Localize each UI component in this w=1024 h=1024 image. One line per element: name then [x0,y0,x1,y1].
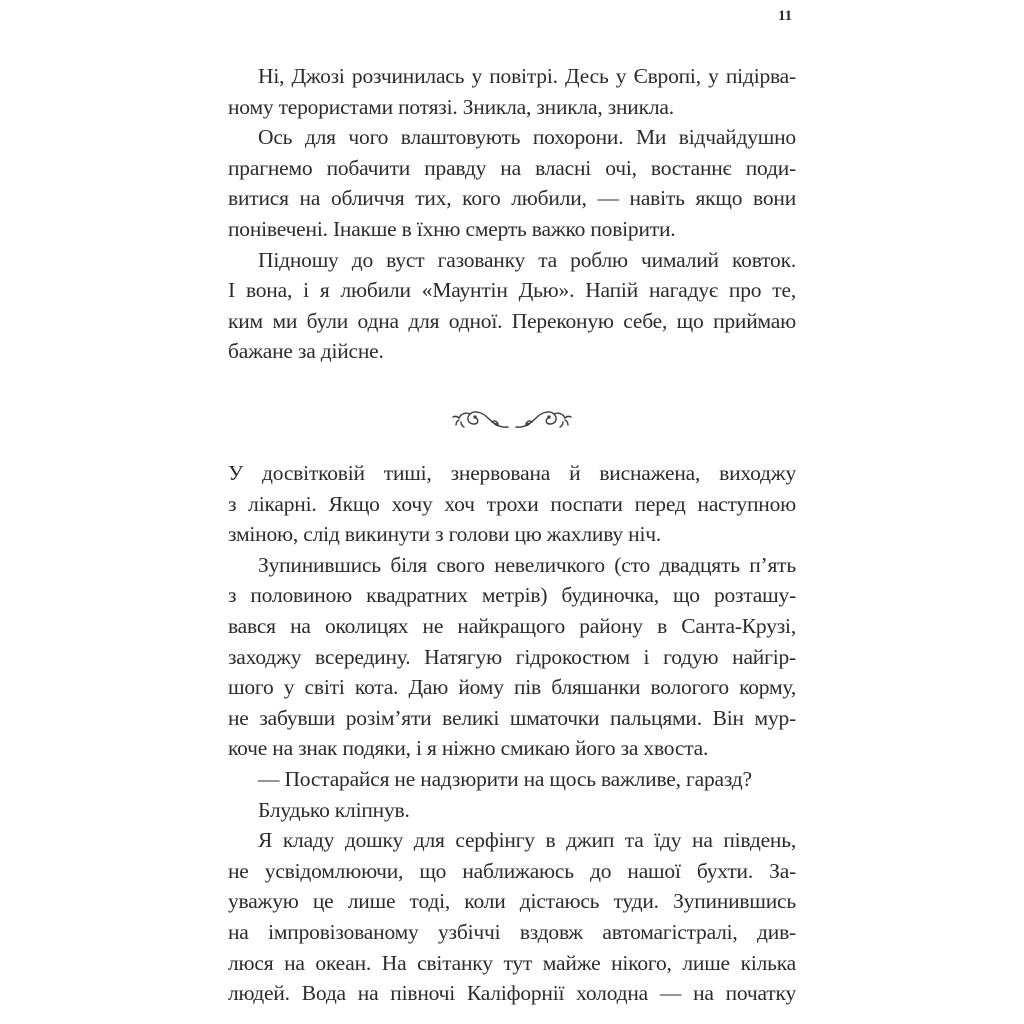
text-line: ному терористами потязі. Зникла, зникла, зникла. [228,94,674,119]
page-number: 11 [778,8,793,24]
text-line: понівечені. Інакше в їхню смерть важко повірити. [228,216,676,241]
text-line: не забувши розім’яти великі шматочки пальцями. Він мур- [228,705,796,730]
text-line: бажане за дійсне. [228,339,384,364]
text-line: з лікарні. Якщо хочу хоч трохи поспати перед наступною [228,491,796,516]
text-line: — Постарайся не надзюрити на щось важливе, гаразд? [258,766,752,791]
text-line: Ось для чого влаштовують похорони. Ми відчайдушно [258,125,796,150]
text-line: коче на знак подяки, і я ніжно смикаю його за хвоста. [228,736,709,761]
text-line: ким ми були одна для одної. Переконую себе, що приймаю [228,308,796,333]
text-line: І вона, і я любили «Маунтін Дью». Напій нагадує про те, [228,278,796,303]
text-line: Підношу до вуст газованку та роблю чималий ковток. [258,247,796,272]
text-line: не усвідомлюючи, що наближаюсь до нашої бухти. За- [228,858,796,883]
text-line: заходжу всередину. Натягую гідрокостюм і годую найгір- [228,644,796,669]
text-line: Блудько кліпнув. [258,797,410,822]
text-line: Ні, Джозі розчинилась у повітрі. Десь у Європі, у підірва- [258,64,796,88]
text-line: У досвітковій тиші, знервована й виснажена, виходжу [228,461,796,485]
text-line: витися на обличчя тих, кого любили, — навіть якщо вони [228,186,796,211]
text-section-1 [228,61,796,367]
text-line: Я кладу дошку для серфінгу в джип та їду на південь, [258,828,796,853]
text-line: прагнемо побачити правду на власні очі, востаннє поди- [228,155,796,180]
text-line: зміною, слід викинути з голови цю жахливу ніч. [228,522,661,547]
text-line: на імпровізованому узбіччі вздовж автомагістралі, див- [228,919,796,944]
floral-flourish-divider-icon [448,400,576,440]
text-line: Зупинившись біля свого невеличкого (сто двадцять п’ять [258,552,796,577]
text-section-2 [228,458,796,1009]
text-line: вався на околицях не найкращого району в Санта-Крузі, [228,613,796,638]
text-line: люся на океан. На світанку тут майже нікого, лише кілька [228,950,796,975]
text-line: шого у світі кота. Даю йому пів бляшанки вологого корму, [228,675,796,700]
text-line: уважую це лише тоді, коли дістаюсь туди. Зупинившись [228,889,796,914]
text-line: з половиною квадратних метрів) будиночка, що розташу- [228,583,796,608]
text-line: людей. Вода на півночі Каліфорнії холодна — на початку [228,981,796,1006]
